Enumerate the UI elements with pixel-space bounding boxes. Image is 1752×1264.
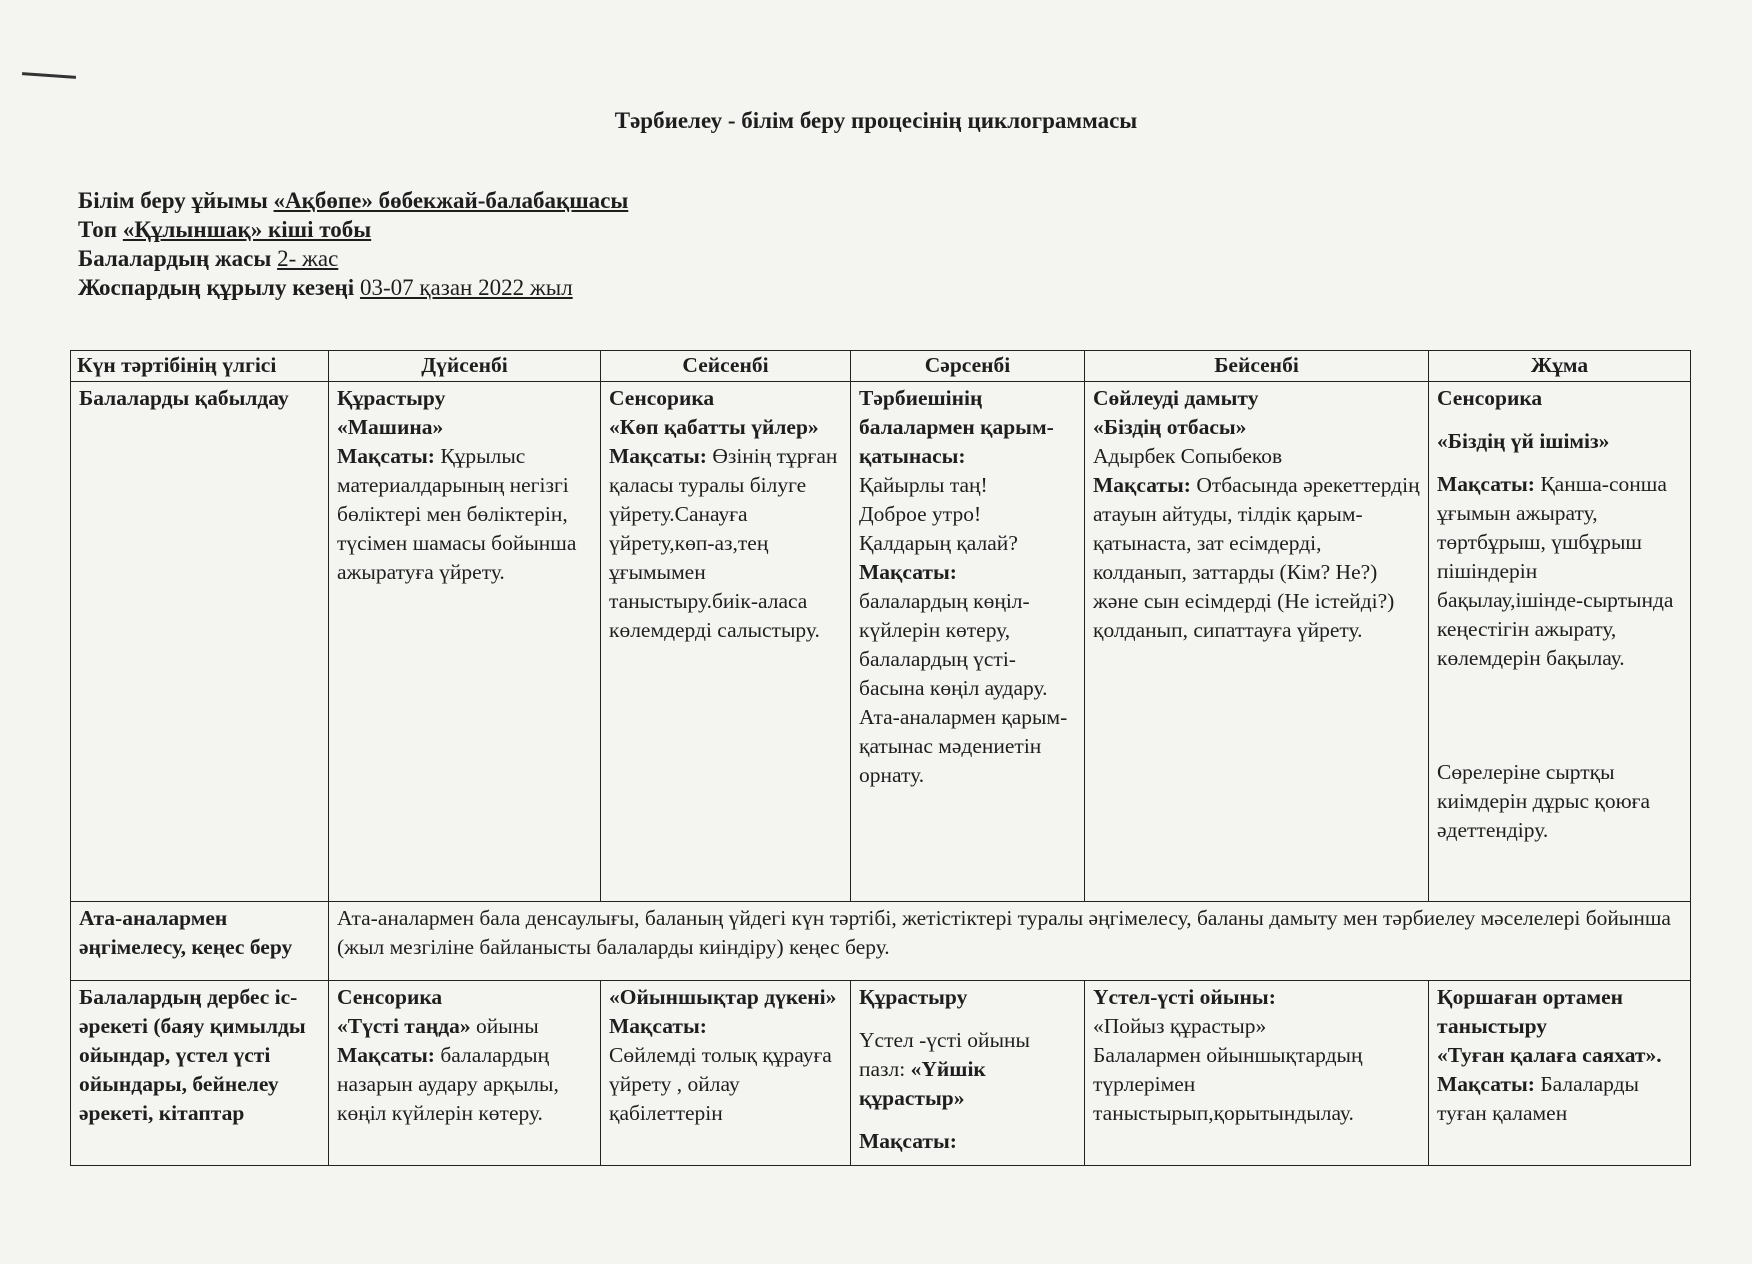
table-row — [71, 981, 1691, 1166]
header-friday: Жұма — [1429, 351, 1691, 382]
table-row — [71, 902, 1691, 981]
cell-tuesday-activity: «Ойыншықтар дүкені» Мақсаты: Сөйлемді толық құрауға үйрету , ойлау қабілеттерін — [601, 981, 851, 1166]
row-label-parents: Ата-аналармен әңгімелесу, кеңес беру — [71, 902, 329, 981]
cell-friday-activity: Қоршаған ортамен таныстыру «Туған қалаға саяхат». Мақсаты: Балаларды туған қаламен — [1429, 981, 1691, 1166]
row-label-reception: Балаларды қабылдау — [71, 382, 329, 902]
cell-friday: Сенсорика «Біздің үй ішіміз» Мақсаты: Қанша-сонша ұғымын ажырату, төртбұрыш, үшбұрыш пішіндерін бақылау,ішінде-сыртында кеңестігін ажырату, көлемдерін бақылау. Сөрелеріне сыртқы киімдерін дұрыс қоюға әдеттендіру. — [1429, 382, 1691, 902]
header-thursday: Бейсенбі — [1085, 351, 1429, 382]
cell-thursday-activity: Үстел-үсті ойыны: «Пойыз құрастыр» Балалармен ойыншықтардың түрлерімен таныстырып,қорытындылау. — [1085, 981, 1429, 1166]
row-label-independent-activity: Балалардың дербес іс-әрекеті (баяу қимылды ойындар, үстел үсті ойындары, бейнелеу әрекеті, кітаптар — [71, 981, 329, 1166]
meta-age-value: 2- жас — [277, 246, 339, 271]
header-wednesday: Сәрсенбі — [851, 351, 1085, 382]
document-title: Тәрбиелеу - білім беру процесінің циклограммасы — [614, 108, 1138, 133]
document-meta — [78, 186, 628, 302]
meta-period-value: 03-07 қазан 2022 жыл — [359, 275, 573, 300]
cell-parents-consultation: Ата-аналармен бала денсаулығы, баланың үйдегі күн тәртібі, жетістіктері туралы әңгімелесу, баланы дамыту мен тәрбиелеу мәселелері бойынша (жыл мезгіліне байланысты балаларды киіндіру) кеңес беру. — [329, 902, 1691, 981]
scan-mark — [22, 72, 76, 79]
schedule-table — [70, 350, 1691, 1166]
header-tuesday: Сейсенбі — [601, 351, 851, 382]
cell-thursday: Сөйлеуді дамыту «Біздің отбасы» Адырбек Сопыбеков Мақсаты: Отбасында әрекеттердің атауын айтуды, тілдік қарым-қатынаста, зат есімдерді, колданып, заттарды (Кім? Не?) және сын есімдерді (Не істейді?) қолданып, сипаттауға үйрету. — [1085, 382, 1429, 902]
meta-group-value: «Құлыншақ» кіші тобы — [122, 217, 372, 242]
cell-tuesday: Сенсорика «Көп қабатты үйлер» Мақсаты: Өзінің тұрған қаласы туралы білуге үйрету.Санауға үйрету,көп-аз,тең ұғымымен таныстыру.биік-аласа көлемдерді салыстыру. — [601, 382, 851, 902]
table-row — [71, 382, 1691, 902]
cell-wednesday-activity: Құрастыру Үстел -үсті ойыны пазл: «Үйшік құрастыр» Мақсаты: — [851, 981, 1085, 1166]
meta-age: Балалардың жасы 2- жас — [78, 246, 339, 271]
meta-period: Жоспардың құрылу кезеңі 03-07 қазан 2022 жыл — [78, 275, 573, 300]
meta-group: Топ «Құлыншақ» кіші тобы — [78, 217, 372, 242]
table-header-row — [71, 351, 1691, 382]
meta-org: Білім беру ұйымы «Ақбөпе» бөбекжай-балабақшасы — [78, 188, 629, 213]
meta-org-value: «Ақбөпе» бөбекжай-балабақшасы — [273, 188, 629, 213]
cell-monday-activity: Сенсорика «Түсті таңда» ойыны Мақсаты: балалардың назарын аудару арқылы, көңіл күйлерін көтеру. — [329, 981, 601, 1166]
cell-monday: Құрастыру «Машина» Мақсаты: Құрылыс материалдарының негізгі бөліктері мен бөліктерін, түсімен шамасы бойынша ажыратуға үйрету. — [329, 382, 601, 902]
cell-wednesday: Тәрбиешінің балалармен қарым-қатынасы: Қайырлы таң! Доброе утро! Қалдарың қалай? Мақсаты: балалардың көңіл-күйлерін көтеру, балалардың үсті-басына көңіл аудару. Ата-аналармен қарым-қатынас мәдениетін орнату. — [851, 382, 1085, 902]
header-monday: Дүйсенбі — [329, 351, 601, 382]
friday-note: Сөрелеріне сыртқы киімдерін дұрыс қоюға әдеттендіру. — [1437, 760, 1651, 842]
header-schedule: Күн тәртібінің үлгісі — [71, 351, 329, 382]
